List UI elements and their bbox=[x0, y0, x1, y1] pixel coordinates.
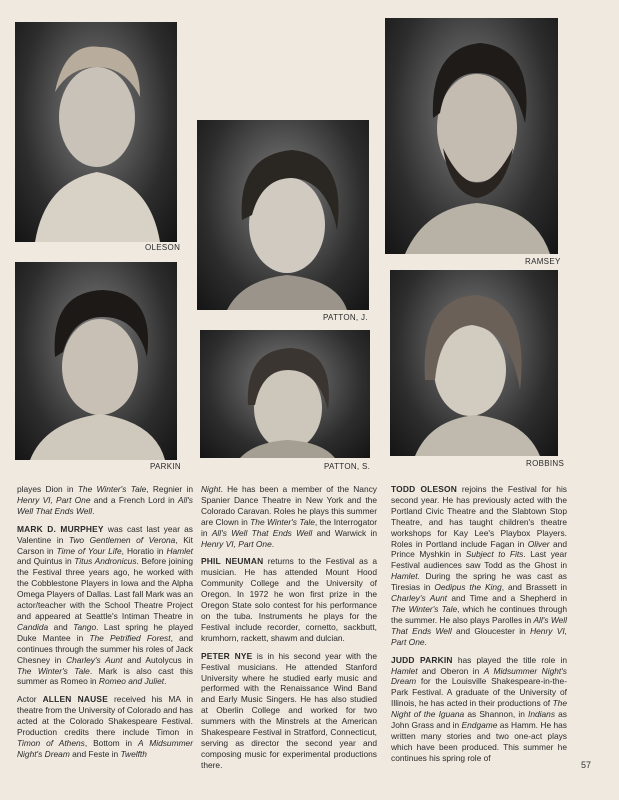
bio-dion-roles: playes Dion in The Winter's Tale, Regnier in Henry VI, Part One and a French Lord in All's Well That Ends Well. bbox=[17, 484, 193, 516]
bio-allen-nause: Actor ALLEN NAUSE received his MA in theatre from the University of Colorado and has acted at the Colorado Shakespeare Festival. Production credits there include Timon in Timon of Athens, Bottom in A Midsummer Night's Dream and Feste in Twelfth bbox=[17, 694, 193, 759]
bio-mark-murphey: MARK D. MURPHEY was cast last year as Valentine in Two Gentlemen of Verona, Kit Carson in Time of Your Life, Horatio in Hamlet and Quintus in Titus Andronicus. Before joining the Festival three years ago, he worked with the Cobblestone Players in Iowa and the Alpha Omega Players of Dallas. Last fall Mark was an actor/teacher with the School Theatre Project and appeared at Seattle's Intiman Theatre in Candida and Tango. Last spring he played Duke Mantee in The Petrified Forest, and continues through the summer his roles of Jack Chesney in Charley's Aunt and Autolycus in The Winter's Tale. Mark is also cast this summer as Romeo in Romeo and Juliet. bbox=[17, 523, 193, 687]
portrait-figure-icon bbox=[385, 18, 558, 254]
caption-ramsey: RAMSEY bbox=[525, 257, 561, 266]
portrait-figure-icon bbox=[197, 120, 369, 310]
caption-oleson: OLESON bbox=[145, 243, 181, 252]
caption-parkin: PARKIN bbox=[150, 462, 181, 471]
portrait-figure-icon bbox=[200, 330, 370, 458]
caption-robbins: ROBBINS bbox=[526, 459, 565, 468]
caption-patton-s: PATTON, S. bbox=[324, 462, 371, 471]
text-column-3 bbox=[391, 484, 567, 771]
bio-todd-oleson: TODD OLESON rejoins the Festival for his second year. He has previously acted with the Portland Civic Theatre and the Slabtown Stop Theatre, and has taught children's theatre workshops for Kay Lee's Playbox Players. Roles in Portland include Fagan in Oliver and Prince Myshkin in Subject to Fits. Last year Festival audiences saw Todd as the Ghost in Hamlet. During the spring he was cast as Tiresias in Oedipus the King, and Brassett in Charley's Aunt and Time and a Shepherd in The Winter's Tale, which he continues through the summer. He also plays Parolles in All's Well That Ends Well and Gloucester in Henry VI, Part One. bbox=[391, 484, 568, 647]
portrait-figure-icon bbox=[390, 270, 558, 456]
text-column-2 bbox=[201, 484, 377, 778]
photo-ramsey bbox=[385, 18, 558, 254]
text-column-1 bbox=[17, 484, 193, 767]
photo-robbins bbox=[390, 270, 558, 456]
portrait-figure-icon bbox=[15, 262, 177, 460]
photo-parkin bbox=[15, 262, 177, 460]
page-number: 57 bbox=[580, 760, 591, 770]
caption-patton-j: PATTON, J. bbox=[323, 313, 368, 322]
bio-allen-nause-cont: Night. He has been a member of the Nancy Spanier Dance Theatre in New York and the Colorado Caravan. Roles he plays this summer are Clown in The Winter's Tale, the Interrogator in All's Well That Ends Well and Warwick in Henry VI, Part One. bbox=[201, 484, 377, 549]
bio-phil-neuman: PHIL NEUMAN returns to the Festival as a musician. He has attended Mount Hood Community College and the University of Oregon. In 1972 he won first prize in the Oregon State solo contest for his performance on the tuba. Instruments he plays for the Festival include recorder, cornetto, sackbutt, krumhorn, rackett, shawm and dulcian. bbox=[201, 556, 377, 643]
portrait-figure-icon bbox=[15, 22, 177, 242]
photo-oleson bbox=[15, 22, 177, 242]
photo-patton-j bbox=[197, 120, 369, 310]
photo-patton-s bbox=[200, 330, 370, 458]
bio-peter-nye: PETER NYE is in his second year with the Festival musicians. He attended Stanford University where he studied early music and performed with the Renaissance Wind Band and Early Music Singers. He has also studied at Oberlin College and worked for two summers with the Minstrels at the American Shakespeare Festival in Stratford, Connecticut, serving as director the second year and composing music for experimental productions there. bbox=[201, 650, 377, 770]
bio-judd-parkin: JUDD PARKIN has played the title role in Hamlet and Oberon in A Midsummer Night's Dream for the Louisville Shakespeare-in-the-Park Festival. A graduate of the University of Illinois, he has acted in their productions of The Night of the Iguana as Shannon, in Indians as John Grass and in Endgame as Hamm. He has written many stories and two one-act plays which have been produced. This summer he continues his spring role of bbox=[391, 654, 567, 763]
